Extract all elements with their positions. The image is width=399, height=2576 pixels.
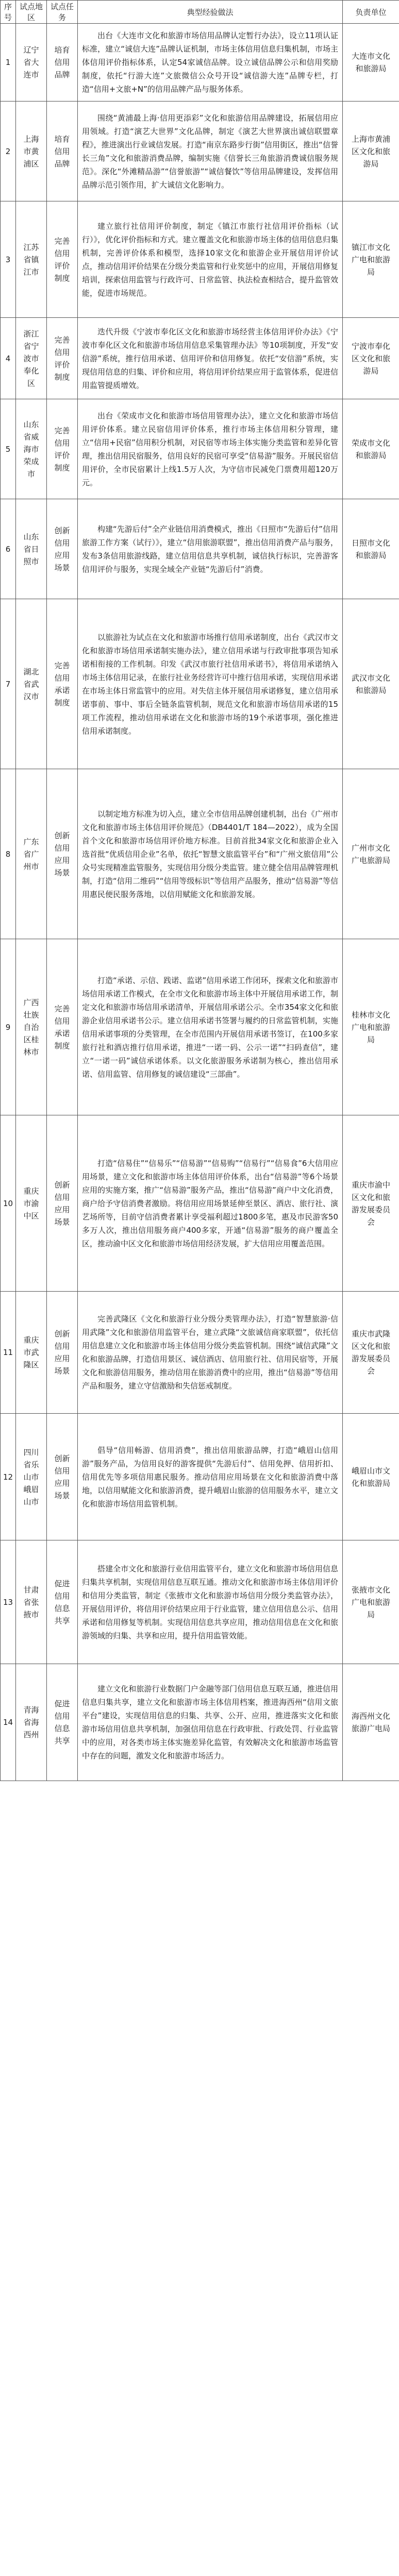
row-practice: 打造“信易住”“信易乐”“信易游”“信易购”“信易行”“信易食”6大信用应用场景，建立文化和旅游市场主体信用评价体系，出台“信易游”等6个场景应用的实施方案，推广“信易游”服务产品，推出“信易游”商户中文化消费，商户给予守信消费者激励。将信用应用场景延伸至景区、酒店、旅行社、演艺场所等，目前守信消费者累计享受福利超过1800多笔，惠及市民游客50多万人次，推出信用服务商户400多家，开通“信易游”服务的商户覆盖全区，推动渝中区文化和旅游市场信用经济发展，扩大信用应用覆盖范围。	[78, 1115, 343, 1292]
row-task: 创新信用应用场景	[47, 1115, 78, 1292]
row-number: 14	[1, 1664, 16, 1781]
row-location: 四川省乐山市峨眉山市	[16, 1414, 47, 1540]
row-task: 培育信用品牌	[47, 101, 78, 201]
row-dept: 广州市文化广电旅游局	[343, 769, 399, 939]
row-practice: 搭建全市文化和旅游行业信用监管平台，建立文化和旅游市场信用信息归集共享机制，实现信用信息互联互通。推动文化和旅游市场主体信用评价和信用分类监管，制定《张掖市文化和旅游市场信用分级分类监管办法》，开展信用评价，将信用评价结果应用于行业监管，建立信用信息公示、信用承诺和信用修复等机制。实现信用信息共享应用，推动信用信息在文化和旅游领域的归集、共享和应用，提升信用监管效能。	[78, 1540, 343, 1664]
table-row	[1, 201, 399, 318]
row-number: 10	[1, 1115, 16, 1292]
table-row	[1, 101, 399, 201]
row-location: 重庆市武隆区	[16, 1292, 47, 1414]
row-number: 2	[1, 101, 16, 201]
row-task: 完善信用评价制度	[47, 399, 78, 499]
row-dept: 上海市黄浦区文化和旅游局	[343, 101, 399, 201]
row-dept: 桂林市文化广电和旅游局	[343, 939, 399, 1115]
row-practice: 以制定地方标准为切入点，建立全市信用品牌创建机制，出台《广州市文化和旅游市场主体信用评价规范》（DB4401/T 184—2022），成为全国首个文化和旅游市场信用评价地方标准。目前首批34家文化和旅游企业入选首批“优质信用企业”名单，依托“智慧文旅监管平台”和“广州文旅信用”公众号实现精准监管服务，实现信用分级分类监管。建立健全信用品牌管理机制，打造“信用二维码”“信用等级标识”等信用产品服务，推动“信易游”等信用惠民便民服务落地，以信用赋能文化和旅游发展。	[78, 769, 343, 939]
row-number: 3	[1, 201, 16, 318]
row-dept: 张掖市文化广电和旅游局	[343, 1540, 399, 1664]
row-dept: 宁波市奉化区文化和旅游局	[343, 318, 399, 399]
row-dept: 重庆市武隆区文化和旅游发展委员会	[343, 1292, 399, 1414]
row-location: 辽宁省大连市	[16, 24, 47, 101]
table-row	[1, 399, 399, 499]
row-practice: 构建“先游后付”全产业链信用消费模式，推出《日照市“先游后付”信用旅游工作方案（试行）》，建立“信用旅游联盟”，推出信用消费产品与服务，发布3条信用旅游线路，建立信用信息共享机制，诚信执行标识，完善游客信用评价与服务，实现全域全产业链“先游后付”消费。	[78, 499, 343, 599]
row-task: 创新信用应用场景	[47, 499, 78, 599]
table-row	[1, 318, 399, 399]
row-task: 创新信用应用场景	[47, 1292, 78, 1414]
row-practice: 出台《荣成市文化和旅游市场信用管理办法》，建立文化和旅游市场信用评价体系。建立民宿信用评价体系，推行市场主体信用积分管理，建立“信用+民宿”信用积分机制，对民宿等市场主体实施分类监管和差异化管理，推出信用民宿服务，信用良好的民宿可享受“信易游”服务。开展民宿信用评价，全市民宿累计上线1.5万人次，为守信市民减免门票费用超120万元。	[78, 399, 343, 499]
table-body	[1, 24, 399, 1781]
row-location: 广东省广州市	[16, 769, 47, 939]
row-number: 6	[1, 499, 16, 599]
row-practice: 打造“承诺、示信、践诺、监诺”信用承诺工作闭环，探索文化和旅游市场信用承诺工作模式，在全市文化和旅游市场主体中开展信用承诺工作，制定文化和旅游市场信用承诺清单，开展信用承诺公示。全市354家文化和旅游企业信用承诺书公示。建立信用承诺书签署与履约的日常监管机制，实施信用承诺事项的分类管理，在全市范围内开展信用承诺书签订，在100多家旅行社和酒店推行信用承诺，推进“一诺一码、公示一诺”“扫码查信”，建立“一诺一码”诚信承诺体系。以文化旅游服务承诺制为核心，推出信用承诺、信用监管、信用修复的诚信建设“三部曲”。	[78, 939, 343, 1115]
header-task: 试点任务	[47, 1, 78, 24]
row-practice: 倡导“信用畅游、信用消费”，推出信用旅游品牌，打造“峨眉山信用游”服务产品，为信用良好的游客提供“先游后付”、信用免押、信用折扣、信用优先等多项信用惠民服务。推动信用应用场景在文化和旅游消费中落地，以信用赋能文化和旅游消费，提升峨眉山旅游的信用服务水平，建立文化和旅游市场信用监管机制。	[78, 1414, 343, 1540]
row-dept: 镇江市文化广电和旅游局	[343, 201, 399, 318]
row-location: 上海市黄浦区	[16, 101, 47, 201]
row-practice: 建立旅行社信用评价制度，制定《镇江市旅行社信用评价指标（试行）》，优化评价指标和方式。建立覆盖文化和旅游市场主体的信用信息归集机制，完善评价体系和模型，选择10家文化和旅游企业开展信用评价试点，推动信用评价结果在分级分类监管和行业奖惩中的应用，开展信用修复培训，探索信用监管与行政许可、日常监管、执法检查相结合，提升监管效能，促进市场规范。	[78, 201, 343, 318]
row-location: 青海省海西州	[16, 1664, 47, 1781]
row-number: 8	[1, 769, 16, 939]
table-row	[1, 1540, 399, 1664]
row-number: 9	[1, 939, 16, 1115]
row-practice: 迭代升级《宁波市奉化区文化和旅游市场经营主体信用评价办法》《宁波市奉化区文化和旅游市场信用信息采集管理办法》等10项制度，开发“安信游”系统，推行信用承诺、信用评价和信用修复。依托“安信游”系统，实现信用信息的归集、评价和应用，将信用评价结果应用于监管体系，促进信用监管提质增效。	[78, 318, 343, 399]
row-dept: 海西州文化旅游广电局	[343, 1664, 399, 1781]
row-dept: 大连市文化和旅游局	[343, 24, 399, 101]
row-location: 湖北省武汉市	[16, 599, 47, 769]
table-row	[1, 24, 399, 101]
row-number: 4	[1, 318, 16, 399]
row-location: 广西壮族自治区桂林市	[16, 939, 47, 1115]
row-dept: 武汉市文化和旅游局	[343, 599, 399, 769]
row-task: 创新信用应用场景	[47, 769, 78, 939]
row-practice: 围绕“黄浦最上海·信用更添彩”文化和旅游信用品牌建设，拓展信用应用领域。打造“演艺大世界”文化品牌，制定《演艺大世界演出诚信联盟章程》，推进演出行业诚信发展。打造“南京东路步行街”信用街区，推出“信誉长三角”文化和旅游消费品牌，编制实施《信誉长三角旅游消费诚信服务规范》。深化“外滩精品游”“信誉旅游”“诚信餐饮”等信用品牌建设，发挥信用品牌示范引领作用，扩大诚信文化影响力。	[78, 101, 343, 201]
row-task: 完善信用评价制度	[47, 201, 78, 318]
row-task: 完善信用承诺制度	[47, 599, 78, 769]
table-row	[1, 499, 399, 599]
row-task: 促进信用信息共享	[47, 1540, 78, 1664]
row-location: 山东省日照市	[16, 499, 47, 599]
table-row	[1, 1664, 399, 1781]
row-practice: 完善武隆区《文化和旅游行业分级分类管理办法》，打造“智慧旅游·信用武隆”文化和旅游信用监管平台，建立武隆“文旅诚信商家联盟”，依托信用信息建立文化和旅游市场主体信用分级分类监管机制。围绕“诚信武隆”文化和旅游品牌，打造信用景区、诚信酒店、信用旅行社、信用民宿等，开展文化和旅游信用服务，推动信用在旅游消费中的应用，推出“信易游”等信用产品和服务，建立守信激励和失信惩戒制度。	[78, 1292, 343, 1414]
row-task: 创新信用应用场景	[47, 1414, 78, 1540]
header-no: 序号	[1, 1, 16, 24]
table-row	[1, 1292, 399, 1414]
header-dept: 负责单位	[343, 1, 399, 24]
table-row	[1, 939, 399, 1115]
row-location: 浙江省宁波市奉化区	[16, 318, 47, 399]
row-practice: 建立文化和旅游行业数据门户金融等部门信用信息互联互通，推进信用信息归集共享，建立文化和旅游市场主体信用档案，推进海西州“信用文旅平台”建设，实现信用信息的归集、共享、公开、应用，推进落实文化和旅游市场信用信息共享机制，加强信用信息在行政审批、行政处罚、行业监管中的应用，对各类市场主体实施差异化监管，有效解决文化和旅游市场监管中存在的问题，激发文化和旅游市场活力。	[78, 1664, 343, 1781]
row-dept: 日照市文化和旅游局	[343, 499, 399, 599]
row-number: 1	[1, 24, 16, 101]
row-number: 12	[1, 1414, 16, 1540]
row-number: 13	[1, 1540, 16, 1664]
header-practice: 典型经验做法	[78, 1, 343, 24]
row-dept: 重庆市渝中区文化和旅游发展委员会	[343, 1115, 399, 1292]
table-row	[1, 769, 399, 939]
row-location: 甘肃省张掖市	[16, 1540, 47, 1664]
header-location: 试点地区	[16, 1, 47, 24]
table-row	[1, 599, 399, 769]
table-row	[1, 1115, 399, 1292]
row-dept: 荣成市文化和旅游局	[343, 399, 399, 499]
row-location: 重庆市渝中区	[16, 1115, 47, 1292]
row-number: 11	[1, 1292, 16, 1414]
row-practice: 出台《大连市文化和旅游市场信用品牌认定暂行办法》，设立11项认证标准，建立“诚信大连”品牌认证机制，市场主体信用信息归集机制，市场主体信用评价指标体系，认定54家诚信品牌。设立诚信品牌公示和信用奖励制度，依托“行游大连”文旅微信公众号开设“诚信游大连”品牌专栏，打造“信用+文旅+N”的信用品牌产品与服务体系。	[78, 24, 343, 101]
table-row	[1, 1414, 399, 1540]
row-task: 培育信用品牌	[47, 24, 78, 101]
row-task: 促进信用信息共享	[47, 1664, 78, 1781]
row-location: 山东省威海市荣成市	[16, 399, 47, 499]
row-practice: 以旅游社为试点在文化和旅游市场推行信用承诺制度，出台《武汉市文化和旅游市场信用承诺制实施办法》，建立信用承诺与行政审批事项告知承诺相衔接的工作机制。印发《武汉市旅行社信用承诺书》，将信用承诺纳入市场主体信用记录，在旅行社业务经营许可中推行信用承诺，实现信用承诺在市场主体日常监管中的应用。对失信主体开展信用承诺修复，建立信用承诺事前、事中、事后全链条监管机制，规范文化和旅游市场信用承诺的15项工作流程，推动信用承诺在文化和旅游市场的19个承诺事项，强化推进信用承诺制度。	[78, 599, 343, 769]
row-number: 7	[1, 599, 16, 769]
row-location: 江苏省镇江市	[16, 201, 47, 318]
row-dept: 峨眉山市文化和旅游局	[343, 1414, 399, 1540]
row-task: 完善信用评价制度	[47, 318, 78, 399]
row-task: 完善信用承诺制度	[47, 939, 78, 1115]
row-number: 5	[1, 399, 16, 499]
table-header-row	[1, 1, 399, 24]
